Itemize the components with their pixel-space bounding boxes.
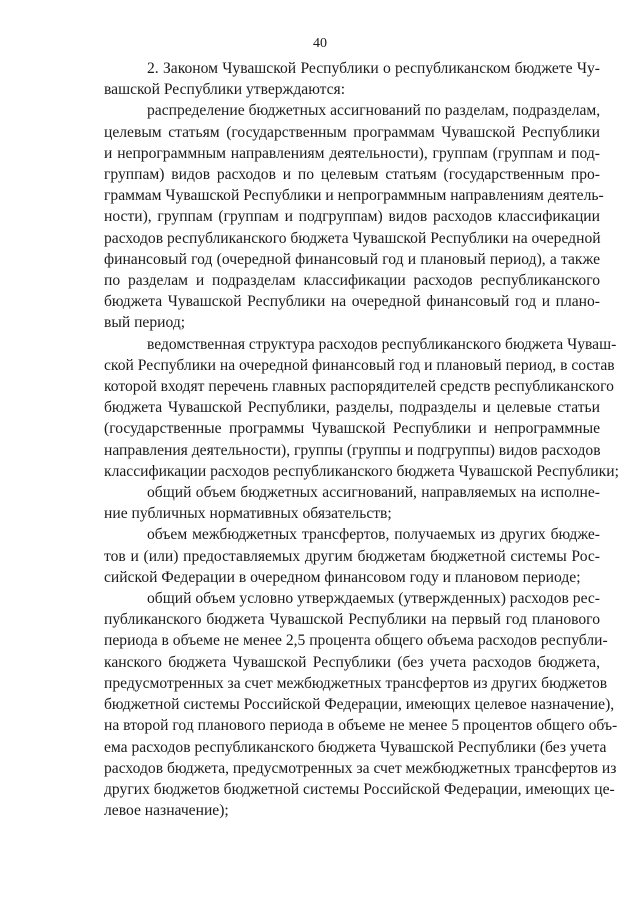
text-line: ности), группам (группам и подгруппам) видов расходов классификации [104,208,600,226]
text-line: бюджета Чувашской Республики, разделы, подразделы и целевые статьи [104,399,600,417]
page-number: 40 [313,36,327,51]
text-line: левое назначение); [104,802,229,820]
text-line: публиканского бюджета Чувашской Республики на первый год планового [104,611,600,629]
text-line: целевым статьям (государственным программам Чувашской Республики [104,123,600,141]
text-line: расходов республиканского бюджета Чувашской Республики на очередной [104,229,601,247]
text-line: по разделам и подразделам классификации расходов республиканского [104,272,600,290]
text-line: бюджетной системы Российской Федерации, имеющих целевое назначение), [104,696,615,714]
document-body [104,58,619,821]
text-line: бюджета Чувашской Республики на очередной финансовый год и плано- [104,293,600,311]
text-line: ние публичных нормативных обязательств; [104,505,392,523]
text-line: направления деятельности), группы (группы и подгруппы) видов расходов [104,441,601,459]
text-line: вый период; [104,314,186,332]
text-line: вашской Республики утверждаются: [104,81,346,99]
text-line: тов и (или) предоставляемых другим бюджетам бюджетной системы Рос- [104,547,600,565]
text-line: предусмотренных за счет межбюджетных трансфертов из других бюджетов [104,674,608,692]
text-line: расходов бюджета, предусмотренных за счет межбюджетных трансфертов из [104,759,617,777]
text-line: сийской Федерации в очередном финансовом году и плановом периоде; [104,568,581,586]
text-line: ведомственная структура расходов республиканского бюджета Чуваш- [147,335,617,353]
text-line: периода в объеме не менее 2,5 процента общего объема расходов республи- [104,632,608,650]
text-line: группам) видов расходов и по целевым статьям (государственным про- [104,166,600,184]
text-line: распределение бюджетных ассигнований по разделам, подразделам, [147,102,601,120]
text-line: общий объем бюджетных ассигнований, направляемых на исполне- [147,484,600,502]
text-line: других бюджетов бюджетной системы Российской Федерации, имеющих це- [104,780,615,798]
text-line: общий объем условно утверждаемых (утвержденных) расходов рес- [147,590,600,608]
text-line: которой входят перечень главных распорядителей средств республиканского [104,378,614,396]
text-line: и непрограммным направлениям деятельности), группам (группам и под- [104,144,600,162]
text-line: канского бюджета Чувашской Республики (без учета расходов бюджета, [104,653,600,671]
text-line: 2. Законом Чувашской Республики о республиканском бюджете Чу- [147,60,600,77]
text-line: финансовый год (очередной финансовый год и плановый период), а также [104,250,600,268]
text-line: (государственные программы Чувашской Республики и непрограммные [104,420,600,438]
text-line: ема расходов республиканского бюджета Чувашской Республики (без учета [104,738,607,756]
text-line: ской Республики на очередной финансовый год и плановый период, в состав [104,356,615,374]
text-line: на второй год планового периода в объеме не менее 5 процентов общего объ- [104,717,618,735]
text-line: граммам Чувашской Республики и непрограммным направлениям деятель- [104,187,604,205]
text-line: классификации расходов республиканского бюджета Чувашской Республики; [104,462,619,480]
text-line: объем межбюджетных трансфертов, получаемых из других бюдже- [147,526,600,544]
